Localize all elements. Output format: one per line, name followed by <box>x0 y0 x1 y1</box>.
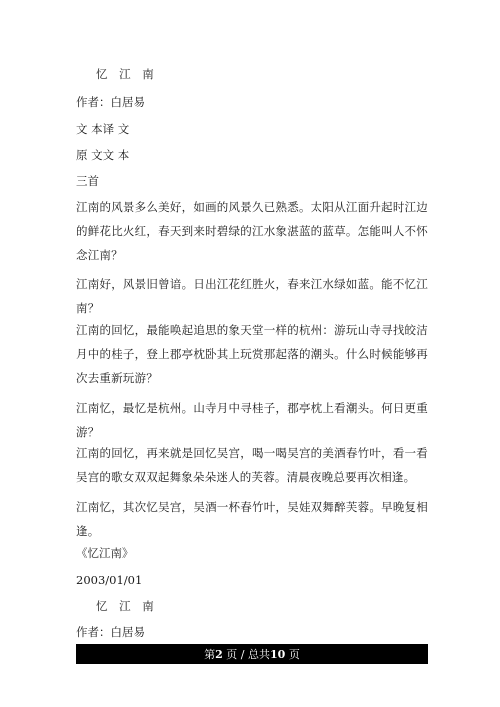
original-paragraph-1: 江南好，风景旧曾谙。日出江花红胜火，春来江水绿如蓝。能不忆江南？ <box>76 277 428 315</box>
translation-paragraph-2: 江南的回忆，最能唤起追思的象天堂一样的杭州：游玩山寺寻找皎洁月中的桂子，登上郡亭枕卧其上玩赏那起落的潮头。什么时候能够再次去重新玩游？ <box>76 323 428 385</box>
original-paragraph-2: 江南忆，最忆是杭州。山寺月中寻桂子，郡亭枕上看潮头。何日更重游？ <box>76 401 428 439</box>
poem-author-2: 作者：白居易 <box>76 625 145 639</box>
poem-author: 作者：白居易 <box>76 95 145 109</box>
page-footer <box>76 644 428 664</box>
original-paragraph-3: 江南忆，其次忆吴宫，吴酒一杯春竹叶，吴娃双舞醉芙蓉。早晚复相逢。 <box>76 500 428 538</box>
label-translation: 文 本译 文 <box>76 122 130 136</box>
footer-prefix: 第 <box>204 648 216 661</box>
translation-paragraph-3: 江南的回忆，再来就是回忆吴宫，喝一喝吴宫的美酒春竹叶，看一看吴宫的歌女双双起舞象朵朵迷人的芙蓉。清晨夜晚总要再次相逢。 <box>76 446 428 484</box>
total-page-count: 10 <box>270 647 286 661</box>
book-title: 《忆江南》 <box>76 546 134 560</box>
current-page-number: 2 <box>215 647 223 661</box>
poem-title: 忆 江 南 <box>96 67 158 81</box>
poem-title-2: 忆 江 南 <box>96 599 158 613</box>
label-original: 原 文文 本 <box>76 148 130 162</box>
footer-suffix: 页 <box>285 648 300 661</box>
label-three: 三首 <box>76 174 99 188</box>
footer-middle: 页 / 总共 <box>222 648 271 661</box>
date: 2003/01/01 <box>76 573 143 587</box>
translation-paragraph-1: 江南的风景多么美好，如画的风景久已熟悉。太阳从江面升起时江边的鲜花比火红，春天到来时碧绿的江水象湛蓝的蓝草。怎能叫人不怀念江南？ <box>76 200 428 262</box>
